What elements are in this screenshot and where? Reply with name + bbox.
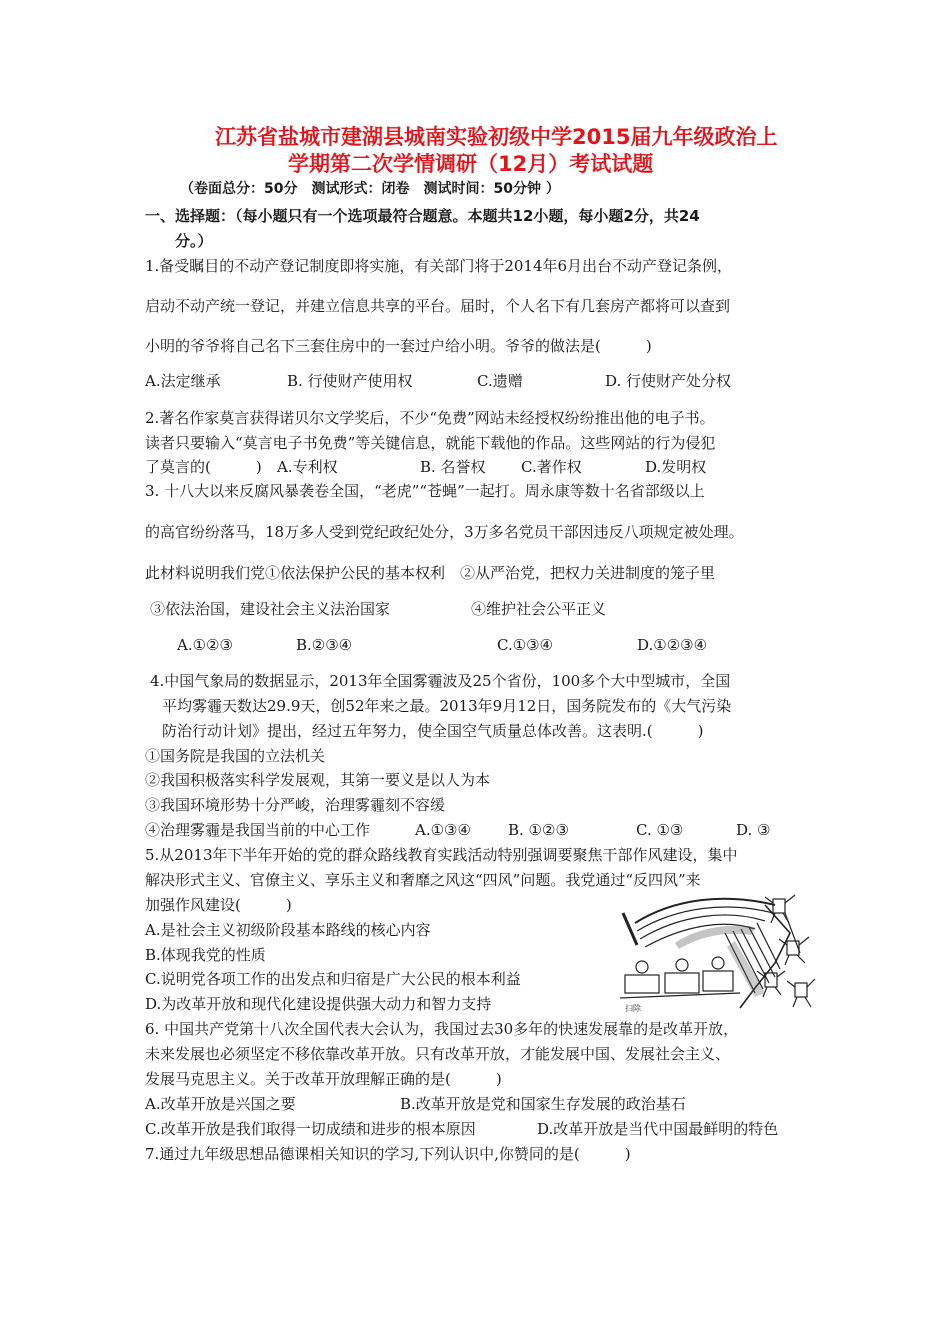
- exam-title-line2: 学期第二次学情调研（12月）考试试题: [288, 152, 654, 176]
- q1-option-a: A.法定继承: [145, 372, 221, 390]
- q4-option-d: D. ③: [736, 821, 771, 839]
- q3-option-c: C.①③④: [497, 636, 554, 654]
- q1-option-c: C.遗赠: [477, 372, 523, 390]
- question-5-line: 加强作风建设( ): [145, 896, 292, 914]
- exam-title-line1: 江苏省盐城市建湖县城南实验初级中学2015届九年级政治上: [215, 125, 778, 149]
- question-4-line: 平均雾霾天数达29.9天，创52年来之最。2013年9月12日，国务院发布的《大气污染: [162, 697, 732, 715]
- q4-item: ③我国环境形势十分严峻，治理雾霾刻不容缓: [145, 796, 446, 814]
- q3-option-b: B.②③④: [296, 636, 353, 654]
- q4-item: ①国务院是我国的立法机关: [145, 747, 326, 765]
- question-7-line: 7.通过九年级思想品德课相关知识的学习,下列认识中,你赞同的是( ): [145, 1145, 631, 1163]
- question-1-line: 小明的爷爷将自己名下三套住房中的一套过户给小明。爷爷的做法是( ): [145, 337, 652, 355]
- exam-info: （卷面总分：50分 测试形式：闭卷 测试时间：50分钟 ）: [180, 181, 560, 197]
- q4-item: ④治理雾霾是我国当前的中心工作: [145, 821, 371, 839]
- question-1-line: 1.备受瞩目的不动产登记制度即将实施，有关部门将于2014年6月出台不动产登记条例，: [145, 257, 733, 275]
- q4-option-c: C. ①③: [636, 821, 684, 839]
- question-2-line: 读者只要输入“莫言电子书免费”等关键信息，就能下载他的作品。这些网站的行为侵犯: [145, 434, 716, 452]
- question-2-stem-end: 了莫言的( ): [145, 458, 262, 476]
- q3-item-4: ④维护社会公平正义: [471, 600, 607, 618]
- q5-option-d: D.为改革开放和现代化建设提供强大动力和智力支持: [145, 995, 492, 1013]
- q6-option-a: A.改革开放是兴国之要: [145, 1095, 296, 1113]
- question-1-line: 启动不动产统一登记，并建立信息共享的平台。届时，个人名下有几套房产都将可以查到: [145, 297, 731, 315]
- q6-option-d: D.改革开放是当代中国最鲜明的特色: [537, 1120, 779, 1138]
- question-6-line: 发展马克思主义。关于改革开放理解正确的是( ): [145, 1070, 502, 1088]
- question-2-line: 2.著名作家莫言获得诺贝尔文学奖后，不少“免费”网站未经授权纷纷推出他的电子书。: [145, 409, 715, 427]
- question-6-line: 6. 中国共产党第十八次全国代表大会认为，我国过去30多年的快速发展靠的是改革开放，: [145, 1020, 739, 1038]
- section-heading-cont: 分。）: [175, 232, 213, 250]
- q2-option-d: D.发明权: [645, 458, 707, 476]
- q4-option-b: B. ①②③: [508, 821, 569, 839]
- q3-item-3: ③依法治国，建设社会主义法治国家: [150, 600, 391, 618]
- q3-option-d: D.①②③④: [637, 636, 708, 654]
- question-6-line: 未来发展也必须坚定不移依靠改革开放。只有改革开放，才能发展中国、发展社会主义、: [145, 1045, 731, 1063]
- q5-option-a: A.是社会主义初级阶段基本路线的核心内容: [145, 921, 431, 939]
- question-3-line: 3. 十八大以来反腐风暴袭卷全国，“老虎”“苍蝇”一起打。周永康等数十名省部级以上: [145, 482, 705, 500]
- q3-option-a: A.①②③: [177, 636, 233, 654]
- question-5-line: 解决形式主义、官僚主义、享乐主义和奢靡之风这“四风”问题。我党通过“反四风”来: [145, 871, 701, 889]
- q2-option-b: B. 名誉权: [420, 458, 486, 476]
- broom-cartoon-image: [615, 893, 820, 1015]
- q2-option-c: C.著作权: [521, 458, 582, 476]
- cartoon-caption: 扫除: [625, 1004, 641, 1013]
- q4-item: ②我国积极落实科学发展观，其第一要义是以人为本: [145, 771, 491, 789]
- q6-option-b: B.改革开放是党和国家生存发展的政治基石: [400, 1095, 686, 1113]
- question-3-line: 此材料说明我们党①依法保护公民的基本权利 ②从严治党，把权力关进制度的笼子里: [145, 564, 716, 582]
- q4-option-a: A.①③④: [415, 821, 471, 839]
- q5-option-b: B.体现我党的性质: [145, 946, 266, 964]
- q1-option-b: B. 行使财产使用权: [287, 372, 413, 390]
- q5-option-c: C.说明党各项工作的出发点和归宿是广大公民的根本利益: [145, 970, 521, 988]
- question-3-line: 的高官纷纷落马，18万多人受到党纪政纪处分，3万多名党员干部因违反八项规定被处理。: [145, 523, 744, 541]
- q1-option-d: D. 行使财产处分权: [605, 372, 732, 390]
- question-5-line: 5.从2013年下半年开始的党的群众路线教育实践活动特别强调要聚焦干部作风建设，集中: [145, 846, 738, 864]
- q6-option-c: C.改革开放是我们取得一切成绩和进步的根本原因: [145, 1120, 476, 1138]
- q2-option-a: A.专利权: [277, 458, 338, 476]
- section-heading: 一、选择题：（每小题只有一个选项最符合题意。本题共12小题，每小题2分，共24: [145, 207, 700, 225]
- question-4-line: 防治行动计划》提出，经过五年努力，使全国空气质量总体改善。这表明.( ): [162, 722, 704, 740]
- question-4-line: 4.中国气象局的数据显示，2013年全国雾霾波及25个省份，100多个大中型城市，全国: [150, 672, 731, 690]
